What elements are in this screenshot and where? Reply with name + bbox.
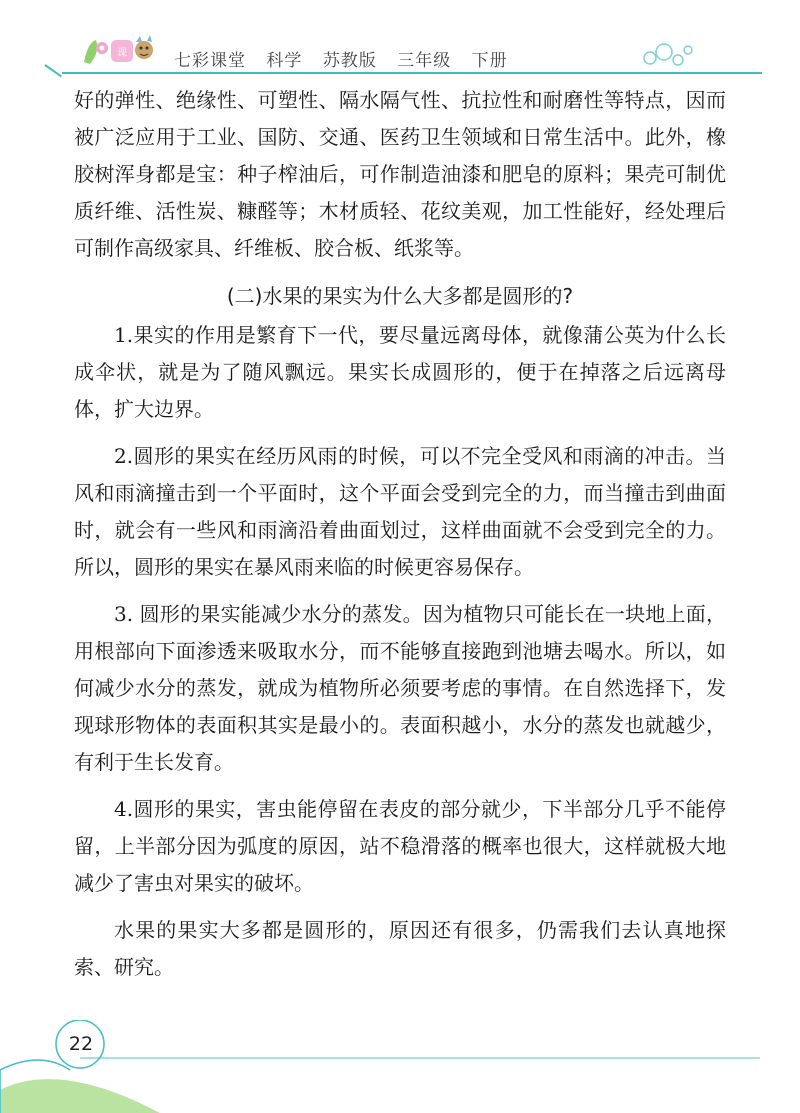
conclusion-paragraph: 水果的果实大多都是圆形的，原因还有很多，仍需我们去认真地探索、研究。 — [74, 918, 726, 979]
list-item-3: 3. 圆形的果实能减少水分的蒸发。因为植物只可能长在一块地上面，用根部向下面渗透来吸取水分，而不能够直接跑到池塘去喝水。所以，如何减少水分的蒸发，就成为植物所必须要考虑的事情。在自然选择下，发现球形物体的表面积其实是最小的。表面积越小，水分的蒸发也就越少，有利于生长发育。 — [74, 602, 726, 774]
header-edition: 苏教版 — [322, 51, 377, 71]
header-grade: 三年级 — [397, 51, 452, 71]
svg-text:课: 课 — [117, 48, 127, 59]
page-body — [74, 82, 726, 986]
footer-decoration-icon — [0, 1020, 800, 1113]
series-logo-icon — [78, 32, 164, 72]
header-title — [174, 46, 522, 71]
page-number: 22 — [68, 1033, 94, 1055]
header-rule — [62, 72, 762, 74]
section-subheading: (二)水果的果实为什么大多都是圆形的? — [226, 284, 574, 308]
bubbles-icon — [640, 40, 700, 70]
list-item-4: 4.圆形的果实，害虫能停留在表皮的部分就少，下半部分几乎不能停留，上半部分因为弧度的原因，站不稳滑落的概率也很大，这样就极大地减少了害虫对果实的破坏。 — [74, 797, 726, 895]
page-header — [0, 0, 800, 80]
header-volume: 下册 — [471, 51, 508, 71]
header-subject: 科学 — [266, 51, 303, 71]
header-rule-tail — [44, 64, 62, 77]
header-series: 七彩课堂 — [174, 51, 246, 71]
list-item-1: 1.果实的作用是繁育下一代，要尽量远离母体，就像蒲公英为什么长成伞状，就是为了随风飘远。果实长成圆形的，便于在掉落之后远离母体，扩大边界。 — [74, 323, 726, 421]
body-paragraph: 好的弹性、绝缘性、可塑性、隔水隔气性、抗拉性和耐磨性等特点，因而被广泛应用于工业、国防、交通、医药卫生领域和日常生活中。此外，橡胶树浑身都是宝：种子榨油后，可作制造油漆和肥皂的原料；果壳可制优质纤维、活性炭、糠醛等；木材质轻、花纹美观，加工性能好，经处理后可制作高级家具、纤维板、胶合板、纸浆等。 — [74, 88, 726, 260]
list-item-2: 2.圆形的果实在经历风雨的时候，可以不完全受风和雨滴的冲击。当风和雨滴撞击到一个平面时，这个平面会受到完全的力，而当撞击到曲面时，就会有一些风和雨滴沿着曲面划过，这样曲面就不会受到完全的力。所以，圆形的果实在暴风雨来临的时候更容易保存。 — [74, 444, 726, 579]
